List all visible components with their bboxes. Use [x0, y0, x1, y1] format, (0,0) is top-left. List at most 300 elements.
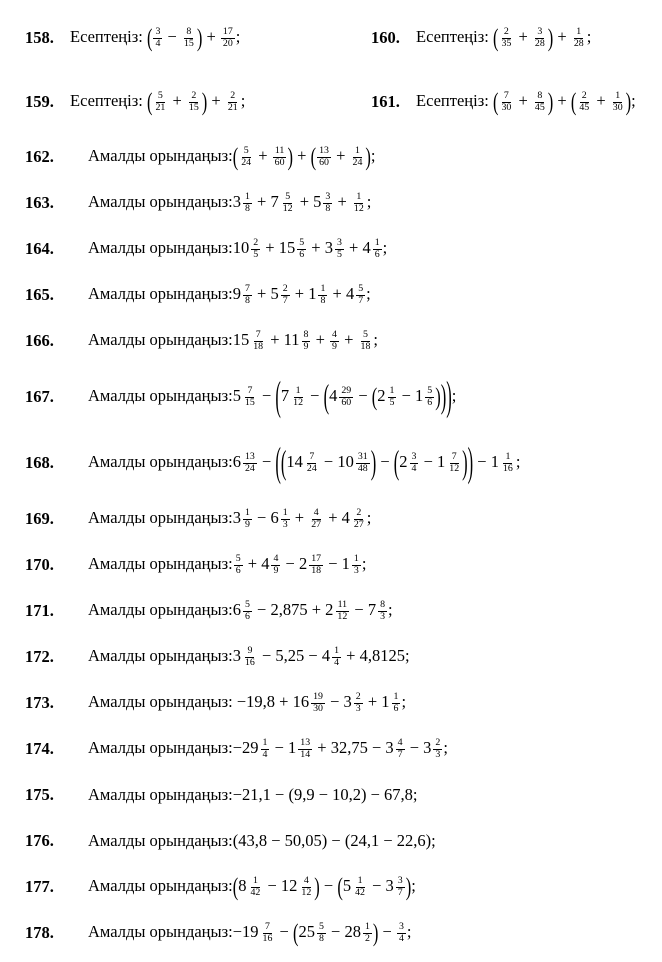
problem-expression: 10 $\frac{2}{5}$ + 15 $\frac{5}{6}$ + 3 $\frac{3}{5}$ + 4 $\frac{1}{6}$ ;: [232, 236, 388, 260]
fraction: [291, 386, 305, 409]
fraction-denominator: 48: [357, 462, 368, 474]
mixed-number: [232, 384, 258, 408]
fraction-denominator: 20: [222, 37, 233, 49]
fraction-denominator: 24: [241, 156, 252, 168]
tall-paren: (: [393, 442, 400, 482]
problem-label: Есептеңіз:: [70, 90, 143, 110]
problem-label: Амалды орындаңыз:: [88, 737, 233, 757]
whole-number: 11: [283, 329, 300, 349]
fraction-numerator: 1: [252, 874, 258, 886]
mixed-number: [367, 598, 388, 622]
mixed-number: [288, 736, 313, 760]
fraction: [305, 452, 319, 475]
fraction-numerator: 1: [393, 690, 399, 702]
fraction: [392, 692, 401, 715]
whole-number: 3: [343, 691, 352, 711]
mixed-number: [298, 552, 324, 576]
fraction-numerator: 1: [356, 190, 362, 202]
fraction-numerator: 13: [300, 736, 311, 748]
fraction: [281, 508, 290, 531]
fraction-numerator: 5: [285, 190, 291, 202]
fraction-denominator: 24: [352, 156, 363, 168]
problem-content: [416, 86, 636, 117]
whole-number: 14: [286, 451, 303, 471]
fraction-denominator: 7: [282, 294, 288, 306]
fraction-denominator: 27: [311, 518, 322, 530]
fraction: [251, 330, 265, 353]
mixed-number: [362, 236, 382, 260]
problem-label: Амалды орындаңыз:: [88, 599, 233, 619]
whole-number: 4: [321, 645, 331, 665]
fraction: [354, 692, 363, 715]
fraction: [501, 452, 515, 475]
fraction-denominator: 42: [355, 886, 365, 898]
fraction-denominator: 30: [313, 702, 323, 714]
whole-number: 7: [367, 599, 377, 619]
single-column-problem-section: [25, 134, 654, 956]
fraction-numerator: 5: [318, 920, 324, 932]
fraction: [261, 738, 270, 761]
fraction-numerator: 2: [282, 282, 288, 294]
fraction-numerator: 3: [155, 25, 161, 37]
problem-number: 167.: [25, 387, 54, 406]
fraction-numerator: 1: [355, 144, 360, 156]
problem-label: Амалды орындаңыз:: [88, 507, 233, 527]
fraction: [281, 192, 295, 215]
fraction-denominator: 8: [244, 202, 250, 214]
tall-paren: (: [323, 376, 330, 416]
whole-number: 1: [490, 451, 499, 471]
tall-paren: (: [292, 917, 299, 948]
problem-number: 169.: [25, 509, 54, 528]
fraction-denominator: 15: [244, 396, 255, 408]
fraction-denominator: 8: [318, 932, 324, 944]
fraction-numerator: 7: [451, 450, 457, 462]
whole-number: 28: [344, 921, 361, 941]
fraction-denominator: 16: [244, 656, 255, 668]
tall-paren: (: [337, 871, 343, 902]
fraction-numerator: 2: [230, 89, 236, 101]
problem-item: [25, 364, 654, 430]
whole-number: 2: [325, 599, 334, 619]
fraction: [311, 692, 325, 715]
fraction-denominator: 12: [282, 202, 293, 214]
problem-number: 175.: [25, 785, 54, 804]
whole-number: 3: [232, 191, 241, 211]
fraction: [335, 238, 344, 261]
whole-number: 12: [280, 875, 298, 895]
fraction-denominator: 9: [244, 518, 250, 530]
fraction-numerator: 1: [615, 89, 621, 101]
problem-label: Есептеңіз:: [70, 26, 143, 46]
problem-number: 178.: [25, 923, 54, 942]
whole-number: 6: [232, 451, 241, 471]
fraction-denominator: 18: [311, 564, 322, 576]
problem-item: [25, 496, 654, 542]
problem-item: [25, 772, 654, 818]
fraction: [425, 386, 434, 409]
fraction: [353, 876, 367, 899]
fraction-denominator: 60: [319, 156, 329, 168]
problem-item: [25, 542, 654, 588]
fraction-denominator: 6: [235, 564, 241, 576]
tall-paren: ): [547, 22, 554, 53]
whole-number: 5: [270, 283, 279, 303]
whole-number: 10: [337, 451, 354, 471]
fraction-numerator: 1: [364, 920, 370, 932]
tall-paren: (: [570, 86, 577, 117]
fraction: [281, 284, 290, 307]
problem-content: [70, 86, 246, 117]
problem-number: 171.: [25, 601, 54, 620]
problem-expression: ( $\frac{7}{30}$ + $\frac{8}{45}$ ) + ( $\frac{2}{45}$ + $\frac{1}{30}$ );: [492, 86, 636, 117]
fraction-denominator: 16: [262, 932, 273, 944]
mixed-number: [341, 506, 367, 530]
whole-number: 6: [232, 599, 241, 619]
tall-paren: ): [547, 86, 554, 117]
fraction-numerator: 5: [358, 282, 364, 294]
fraction: [243, 284, 252, 307]
fraction: [243, 192, 252, 215]
problem-label: Есептеңіз:: [416, 90, 489, 110]
fraction-numerator: 7: [244, 282, 250, 294]
fraction-numerator: 2: [581, 89, 587, 101]
mixed-number: [313, 190, 333, 214]
fraction-denominator: 6: [427, 396, 433, 408]
fraction-numerator: 4: [332, 328, 337, 340]
problem-label: Амалды орындаңыз:: [88, 875, 233, 895]
problem-label: Есептеңіз:: [416, 26, 489, 46]
fraction-numerator: 8: [186, 25, 192, 37]
fraction-numerator: 2: [503, 25, 509, 37]
fraction-numerator: 29: [341, 384, 352, 396]
fraction-numerator: 3: [537, 25, 543, 37]
fraction-denominator: 8: [320, 294, 326, 306]
fraction: [182, 27, 196, 50]
problem-item: [25, 6, 371, 70]
tall-paren: ): [625, 86, 632, 117]
fraction-denominator: 12: [301, 886, 312, 898]
fraction: [239, 146, 253, 169]
fraction-numerator: 5: [235, 552, 241, 564]
problem-number: 172.: [25, 647, 54, 666]
fraction-numerator: 1: [353, 552, 359, 564]
fraction-numerator: 19: [313, 690, 323, 702]
problem-item: [25, 818, 654, 864]
fraction-numerator: 5: [157, 89, 163, 101]
fraction-denominator: 12: [293, 396, 304, 408]
problem-expression: 15 $\frac{7}{18}$ + 11 $\frac{8}{9}$ + $\frac{4}{9}$ + $\frac{5}{18}$ ;: [232, 328, 379, 352]
tall-paren: ): [467, 438, 474, 486]
whole-number: 2: [298, 553, 308, 573]
problem-expression: ( $\frac{2}{35}$ + $\frac{3}{28}$ ) + $\frac{1}{28}$ ;: [492, 22, 592, 53]
fraction-denominator: 3: [435, 748, 441, 760]
fraction: [302, 330, 311, 353]
problem-content: [88, 438, 521, 486]
tall-paren: ): [446, 372, 452, 420]
problem-item: [25, 180, 654, 226]
problem-expression: ( $\frac{3}{4}$ − $\frac{8}{15}$ ) + $\frac{17}{20}$ ;: [146, 22, 241, 53]
fraction-denominator: 35: [501, 37, 512, 49]
fraction: [335, 600, 349, 623]
whole-number: 8: [238, 875, 247, 895]
fraction-denominator: 45: [534, 101, 545, 113]
mixed-number: [280, 874, 314, 898]
mixed-number: [283, 328, 312, 352]
tall-paren: ): [196, 22, 203, 53]
fraction-denominator: 9: [303, 340, 309, 352]
fraction: [332, 646, 341, 669]
fraction: [577, 91, 591, 114]
whole-number: 15: [278, 237, 296, 257]
problem-label: Амалды орындаңыз:: [88, 237, 233, 257]
mixed-number: [381, 690, 401, 714]
problem-item: [25, 134, 654, 180]
mixed-number: [232, 282, 253, 306]
problem-content: [88, 284, 371, 307]
problem-content: [88, 917, 412, 948]
fraction-denominator: 7: [397, 748, 403, 760]
fraction: [251, 238, 260, 261]
problem-label: Амалды орындаңыз:: [88, 145, 233, 165]
fraction-numerator: 5: [299, 236, 305, 248]
fraction-denominator: 4: [411, 462, 417, 474]
whole-number: 7: [270, 191, 279, 211]
fraction-denominator: 60: [274, 156, 285, 168]
mixed-number: [437, 450, 462, 474]
fraction-denominator: 12: [337, 610, 348, 622]
problem-number: 160.: [371, 28, 400, 47]
mixed-number: [342, 874, 368, 898]
fraction-denominator: 4: [334, 656, 340, 668]
mixed-number: [423, 736, 443, 760]
fraction: [299, 876, 313, 899]
whole-number: 5: [232, 385, 241, 405]
problem-expression: −29 $\frac{1}{4}$ − 1 $\frac{13}{14}$ + 32,75 − 3 $\frac{4}{7}$ − 3 $\frac{2}{3}$ ;: [232, 736, 448, 760]
fraction-numerator: 4: [273, 552, 279, 564]
mixed-number: [377, 384, 397, 408]
whole-number: 2: [377, 385, 386, 405]
mixed-number: [232, 236, 261, 260]
fraction: [221, 27, 235, 50]
mixed-number: [324, 236, 345, 260]
fraction-denominator: 5: [389, 396, 395, 408]
problem-expression: 6 $\frac{5}{6}$ − 2,875 + 2 $\frac{11}{12}$ − 7 $\frac{8}{3}$ ;: [232, 598, 393, 622]
fraction: [352, 192, 366, 215]
problem-expression: −19,8 + 16 $\frac{19}{30}$ − 3 $\frac{2}{3}$ + 1 $\frac{1}{6}$ ;: [232, 690, 407, 714]
whole-number: 16: [292, 691, 310, 711]
fraction: [309, 508, 323, 531]
tall-paren: (: [280, 442, 287, 482]
problem-label: Амалды орындаңыз:: [88, 191, 233, 211]
problem-content: [88, 192, 371, 215]
problem-label: Амалды орындаңыз:: [88, 283, 233, 303]
fraction: [356, 284, 365, 307]
fraction-denominator: 60: [341, 396, 352, 408]
fraction-denominator: 28: [573, 37, 584, 49]
whole-number: 25: [298, 921, 315, 941]
problem-label: Амалды орындаңыз:: [88, 451, 233, 471]
fraction-denominator: 28: [534, 37, 545, 49]
fraction-denominator: 8: [325, 202, 331, 214]
problem-number: 174.: [25, 739, 54, 758]
fraction-numerator: 3: [411, 450, 417, 462]
whole-number: 4: [329, 385, 338, 405]
fraction-numerator: 1: [334, 644, 340, 656]
fraction: [309, 554, 323, 577]
tall-paren: ): [365, 141, 371, 172]
fraction-denominator: 4: [262, 748, 268, 760]
mixed-number: [337, 450, 370, 474]
whole-number: 3: [385, 875, 394, 895]
problem-expression: ( $\frac{5}{21}$ + $\frac{2}{15}$ ) + $\frac{2}{21}$ ;: [146, 86, 246, 117]
problem-content: [88, 372, 457, 420]
problem-label: Амалды орындаңыз:: [88, 329, 233, 349]
fraction: [243, 386, 257, 409]
fraction-numerator: 5: [244, 598, 250, 610]
fraction: [339, 386, 353, 409]
mixed-number: [345, 282, 366, 306]
fraction-denominator: 18: [360, 340, 371, 352]
fraction-numerator: 3: [336, 236, 342, 248]
tall-paren: (: [492, 22, 499, 53]
whole-number: 2: [399, 451, 408, 471]
fraction: [317, 922, 326, 945]
fraction-denominator: 7: [397, 886, 403, 898]
tall-paren: (: [146, 22, 153, 53]
fraction-denominator: 3: [355, 702, 361, 714]
problem-item: [25, 430, 654, 496]
tall-paren: ): [201, 86, 208, 117]
fraction-numerator: 1: [389, 384, 395, 396]
problem-item: [25, 318, 654, 364]
fraction-denominator: 2: [364, 932, 370, 944]
fraction: [352, 508, 366, 531]
problem-expression: $\frac{5}{6}$ + 4 $\frac{4}{9}$ − 2 $\frac{17}{18}$ − 1 $\frac{1}{3}$ ;: [235, 552, 367, 576]
whole-number: 3: [324, 237, 333, 257]
problem-expression: 3 $\frac{1}{9}$ − 6 $\frac{1}{3}$ + $\frac{4}{27}$ + 4 $\frac{2}{27}$ ;: [232, 506, 372, 530]
fraction-numerator: 31: [357, 450, 368, 462]
problem-label: Амалды орындаңыз:: [88, 645, 233, 665]
fraction: [243, 600, 252, 623]
fraction: [273, 146, 287, 169]
problem-number: 158.: [25, 28, 54, 47]
fraction: [153, 27, 162, 50]
mixed-number: [270, 506, 290, 530]
problem-item: [25, 680, 654, 726]
problem-item: [25, 70, 371, 134]
problem-expression: (8 $\frac{1}{42}$ − 12 $\frac{4}{12}$ ) − (5 $\frac{1}{42}$ − 3 $\frac{3}{7}$ );: [232, 871, 416, 902]
fraction-denominator: 18: [253, 340, 264, 352]
whole-number: 4: [362, 237, 371, 257]
problem-expression: 6 $\frac{13}{24}$ − ((14 $\frac{7}{24}$ − 10 $\frac{31}{48}$ ) − (2 $\frac{3}{4}$ − 1 $\frac{7}{12}$ )) − 1 $\frac{1}{16}$ ;: [233, 452, 521, 471]
problem-content: [88, 785, 418, 805]
mixed-number: [270, 190, 295, 214]
whole-number: 4: [341, 507, 350, 527]
problem-expression: 3 $\frac{9}{16}$ − 5,25 − 4 $\frac{1}{4}$ + 4,8125;: [232, 644, 410, 668]
fraction-numerator: 2: [435, 736, 441, 748]
mixed-number: [232, 450, 258, 474]
tall-paren: ): [435, 381, 441, 412]
problem-label: Амалды орындаңыз:: [88, 553, 233, 573]
whole-number: 1: [381, 691, 390, 711]
fraction-numerator: 1: [244, 190, 250, 202]
problem-item: [371, 6, 654, 70]
fraction-numerator: 8: [537, 89, 543, 101]
problem-label: Амалды орындаңыз:: [88, 785, 233, 804]
tall-paren: ): [405, 871, 412, 902]
mixed-number: [270, 282, 290, 306]
fraction: [396, 738, 405, 761]
whole-number: 9: [232, 283, 241, 303]
whole-number: 6: [270, 507, 279, 527]
fraction-numerator: 1: [505, 450, 511, 462]
problem-item: [371, 70, 654, 134]
mixed-number: [280, 384, 306, 408]
tall-paren: ): [372, 917, 379, 948]
problem-item: [25, 864, 654, 910]
whole-number: 19: [242, 921, 259, 941]
fraction-numerator: 7: [255, 328, 261, 340]
fraction-numerator: 1: [282, 506, 288, 518]
tall-paren: ): [440, 376, 447, 416]
fraction-denominator: 42: [250, 886, 261, 898]
problem-number: 176.: [25, 831, 54, 850]
fraction: [243, 646, 257, 669]
problem-number: 170.: [25, 555, 54, 574]
problem-label: Амалды орындаңыз:: [88, 831, 233, 850]
fraction-numerator: 4: [303, 874, 309, 886]
fraction-numerator: 3: [397, 874, 403, 886]
fraction-numerator: 2: [253, 236, 259, 248]
problem-item: [25, 272, 654, 318]
problem-content: [88, 554, 366, 577]
problem-content: [70, 22, 241, 53]
tall-paren: (: [275, 372, 281, 420]
fraction: [243, 452, 257, 475]
fraction-numerator: 7: [265, 920, 270, 932]
whole-number: 3: [423, 737, 432, 757]
problem-content: [88, 871, 416, 902]
mixed-number: [298, 920, 326, 944]
fraction-denominator: 14: [300, 748, 311, 760]
problem-item: [25, 910, 654, 956]
problem-content: [88, 692, 406, 715]
problem-expression: ( $\frac{5}{24}$ + $\frac{11}{60}$ ) + ( $\frac{13}{60}$ + $\frac{1}{24}$ );: [232, 141, 376, 172]
fraction: [611, 91, 625, 114]
whole-number: 5: [342, 875, 352, 895]
fraction: [271, 554, 280, 577]
fraction: [187, 91, 201, 114]
mixed-number: [232, 328, 266, 352]
tall-paren: ): [287, 141, 294, 172]
problem-number: 162.: [25, 147, 54, 166]
tall-paren: ): [314, 871, 320, 902]
problem-content: [88, 646, 410, 669]
fraction-denominator: 9: [332, 340, 337, 352]
mixed-number: [343, 690, 364, 714]
fraction-denominator: 7: [358, 294, 364, 306]
fraction: [298, 738, 312, 761]
problem-content: [88, 831, 436, 851]
fraction-numerator: 13: [244, 450, 255, 462]
problem-number: 165.: [25, 285, 54, 304]
whole-number: 5: [313, 191, 322, 211]
mixed-number: [232, 190, 253, 214]
whole-number: 1: [341, 553, 350, 573]
problem-content: [88, 508, 371, 531]
fraction-numerator: 1: [374, 236, 380, 248]
